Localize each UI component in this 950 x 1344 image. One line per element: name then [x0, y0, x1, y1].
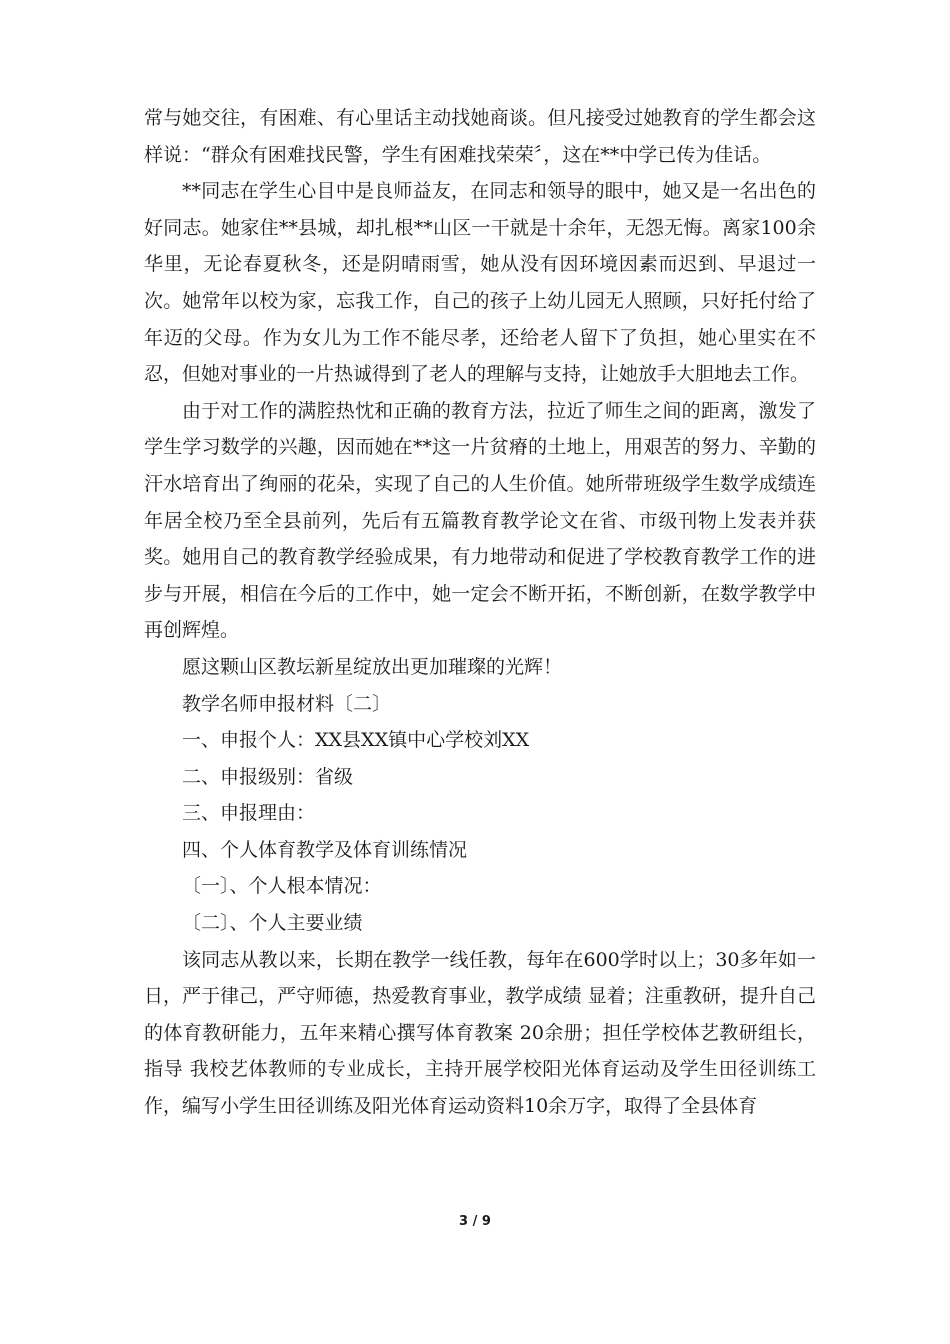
subitem-basic-info: 〔一〕、个人根本情况： — [182, 875, 382, 898]
document-body — [144, 100, 816, 1125]
paragraph-wish: 愿这颗山区教坛新星绽放出更加璀璨的光辉！ — [182, 655, 563, 678]
item-level: 二、申报级别：省级 — [182, 765, 354, 788]
page-number: 3 / 9 — [459, 1214, 491, 1229]
section-title: 教学名师申报材料〔二〕 — [182, 692, 392, 715]
item-applicant: 一、申报个人：XX县XX镇中心学校刘XX — [182, 729, 530, 752]
paragraph-continuation: 常与她交往，有困难、有心里话主动找她商谈。但凡接受过她教育的学生都会这样说：“群众有困难找民警，学生有困难找荣荣〞，这在**中学已传为佳话。 — [144, 107, 816, 166]
paragraph-achievements: 由于对工作的满腔热忱和正确的教育方法，拉近了师生之间的距离，激发了学生学习数学的兴趣，因而她在**这一片贫瘠的土地上，用艰苦的努力、辛勤的汗水培育出了绚丽的花朵，实现了自己的人生价值。她所带班级学生数学成绩连年居全校乃至全县前列，先后有五篇教育教学论文在省、市级刊物上发表并获奖。她用自己的教育教学经验成果，有力地带动和促进了学校教育教学工作的进步与开展，相信在今后的工作中，她一定会不断开拓，不断创新，在数学教学中再创辉煌。 — [144, 399, 816, 642]
subitem-main-achievements: 〔二〕、个人主要业绩 — [182, 912, 363, 935]
item-teaching-training: 四、个人体育教学及体育训练情况 — [182, 838, 468, 861]
paragraph-colleague: **同志在学生心目中是良师益友，在同志和领导的眼中，她又是一名出色的好同志。她家住**县城，却扎根**山区一干就是十余年，无怨无悔。离家100余华里，无论春夏秋冬，还是阴晴雨雪，她从没有因环境因素而迟到、早退过一次。她常年以校为家，忘我工作，自己的孩子上幼儿园无人照顾，只好托付给了年迈的父母。作为女儿为工作不能尽孝，还给老人留下了负担，她心里实在不忍，但她对事业的一片热诚得到了老人的理解与支持，让她放手大胆地去工作。 — [144, 180, 816, 386]
item-reason: 三、申报理由： — [182, 802, 316, 825]
paragraph-performance: 该同志从教以来，长期在教学一线任教，每年在600学时以上；30多年如一日，严于律己，严守师德，热爱教育事业，教学成绩 显着；注重教研，提升自己的体育教研能力，五年来精心撰写体育教案 20余册；担任学校体艺教研组长，指导 我校艺体教师的专业成长，主持开展学校阳光体育运动及学生田径训练工作，编写小学生田径训练及阳光体育运动资料10余万字，取得了全县体育 — [144, 948, 816, 1118]
